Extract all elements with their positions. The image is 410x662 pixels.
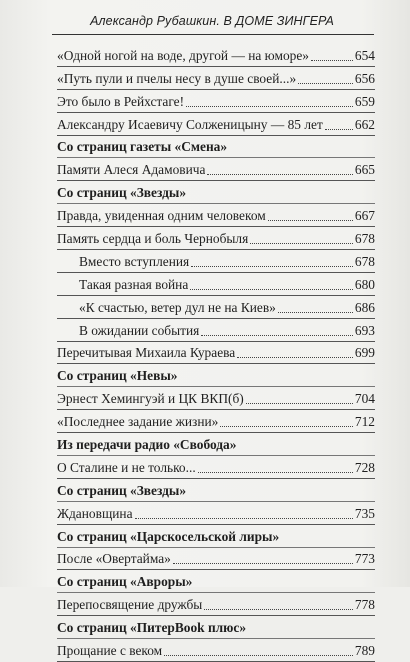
toc-entry-title: «Путь пули и пчелы несу в душе своей...»: [57, 70, 297, 86]
toc-entry: [57, 250, 375, 273]
toc-entry: [57, 639, 375, 662]
toc-entry-title: Со страниц «Звезды»: [57, 482, 187, 498]
dot-leader: [164, 655, 353, 656]
toc-entry-title: Прощание с веком: [57, 643, 163, 659]
toc-entry: [57, 456, 375, 479]
toc-entry: [57, 548, 375, 571]
toc-entry: [57, 273, 375, 296]
dot-leader: [207, 174, 352, 175]
toc-entry-title: Ждановщина: [57, 505, 133, 521]
toc-entry: [57, 44, 375, 67]
toc-entry: [57, 227, 375, 250]
toc-section-heading: [57, 616, 375, 639]
toc-entry-title: Правда, увиденная одним человеком: [57, 208, 266, 224]
toc-entry-title: О Сталине и не только...: [57, 459, 196, 475]
dot-leader: [191, 266, 353, 267]
toc-page-number: 704: [354, 391, 375, 407]
toc-entry-title: В ожидании события: [79, 322, 200, 338]
toc-page-number: 693: [354, 322, 375, 338]
toc-entry: [57, 502, 375, 525]
toc-entry-title: Память сердца и боль Чернобыля: [57, 231, 249, 247]
toc-entry: [57, 387, 375, 410]
toc-entry-title: Вместо вступления: [79, 253, 190, 269]
toc-entry-title: Со страниц «Авроры»: [57, 574, 193, 590]
dot-leader: [237, 357, 353, 358]
toc-entry: [57, 319, 375, 342]
toc-section-heading: [57, 570, 375, 593]
dot-leader: [204, 609, 353, 610]
toc-page-number: 665: [354, 162, 375, 178]
toc-page-number: 667: [354, 208, 375, 224]
toc-page-number: 656: [354, 70, 375, 86]
dot-leader: [278, 312, 353, 313]
toc-page-number: 662: [354, 116, 375, 132]
toc-page-number: 680: [354, 276, 375, 292]
toc-entry-title: Перепосвящение дружбы: [57, 597, 203, 613]
dot-leader: [268, 220, 353, 221]
toc-entry-title: Такая разная война: [79, 276, 189, 292]
toc-entry-title: «Одной ногой на воде, другой — на юморе»: [57, 47, 309, 63]
toc-page-number: 678: [354, 231, 375, 247]
dot-leader: [198, 472, 353, 473]
dot-leader: [201, 335, 353, 336]
table-of-contents: [57, 44, 375, 662]
toc-entry-title: «Последнее задание жизни»: [57, 414, 219, 430]
toc-entry-title: Со страниц «Звезды»: [57, 185, 187, 201]
toc-entry: [57, 158, 375, 181]
toc-entry-title: Это было в Рейхстаге!: [57, 93, 185, 109]
toc-page-number: 678: [354, 253, 375, 269]
dot-leader: [246, 403, 353, 404]
toc-entry: [57, 67, 375, 90]
toc-page-number: 773: [354, 551, 375, 567]
toc-page-number: 659: [354, 93, 375, 109]
toc-entry: [57, 90, 375, 113]
toc-entry: [57, 113, 375, 136]
toc-entry-title: «К счастью, ветер дул не на Киев»: [79, 299, 276, 315]
toc-page-number: 789: [354, 643, 375, 659]
toc-page-number: 654: [354, 47, 375, 63]
toc-page-number: 728: [354, 459, 375, 475]
toc-page-number: 699: [354, 345, 375, 361]
running-header: Александр Рубашкин. В ДОМЕ ЗИНГЕРА: [90, 14, 334, 28]
dot-leader: [186, 106, 353, 107]
dot-leader: [220, 426, 353, 427]
toc-section-heading: [57, 364, 375, 387]
toc-section-heading: [57, 433, 375, 456]
toc-entry-title: Со страниц «ПитерBook плюс»: [57, 620, 247, 636]
toc-entry-title: Со страниц «Царскосельской лиры»: [57, 528, 280, 544]
dot-leader: [190, 289, 353, 290]
dot-leader: [325, 129, 353, 130]
dot-leader: [298, 83, 353, 84]
toc-entry-title: Эрнест Хемингуэй и ЦК ВКП(б): [57, 391, 244, 407]
toc-entry-title: Из передачи радио «Свобода»: [57, 437, 237, 453]
toc-page-number: 735: [354, 505, 375, 521]
dot-leader: [135, 518, 353, 519]
toc-entry: [57, 296, 375, 319]
toc-entry-title: Перечитывая Михаила Кураева: [57, 345, 236, 361]
toc-section-heading: [57, 525, 375, 548]
dot-leader: [311, 60, 353, 61]
toc-section-heading: [57, 136, 375, 159]
toc-page-number: 778: [354, 597, 375, 613]
toc-section-heading: [57, 479, 375, 502]
toc-entry: [57, 204, 375, 227]
toc-entry: [57, 342, 375, 365]
toc-entry: [57, 410, 375, 433]
toc-entry: [57, 593, 375, 616]
toc-section-heading: [57, 181, 375, 204]
toc-entry-title: Памяти Алеся Адамовича: [57, 162, 206, 178]
header-rule: [52, 34, 374, 35]
dot-leader: [250, 243, 353, 244]
toc-page-number: 686: [354, 299, 375, 315]
toc-page-number: 712: [354, 414, 375, 430]
toc-entry-title: Со страниц газеты «Смена»: [57, 139, 228, 155]
toc-entry-title: Со страниц «Невы»: [57, 368, 178, 384]
toc-entry-title: Александру Исаевичу Солженицыну — 85 лет: [57, 116, 323, 132]
toc-entry-title: После «Овертайма»: [57, 551, 171, 567]
dot-leader: [173, 563, 353, 564]
